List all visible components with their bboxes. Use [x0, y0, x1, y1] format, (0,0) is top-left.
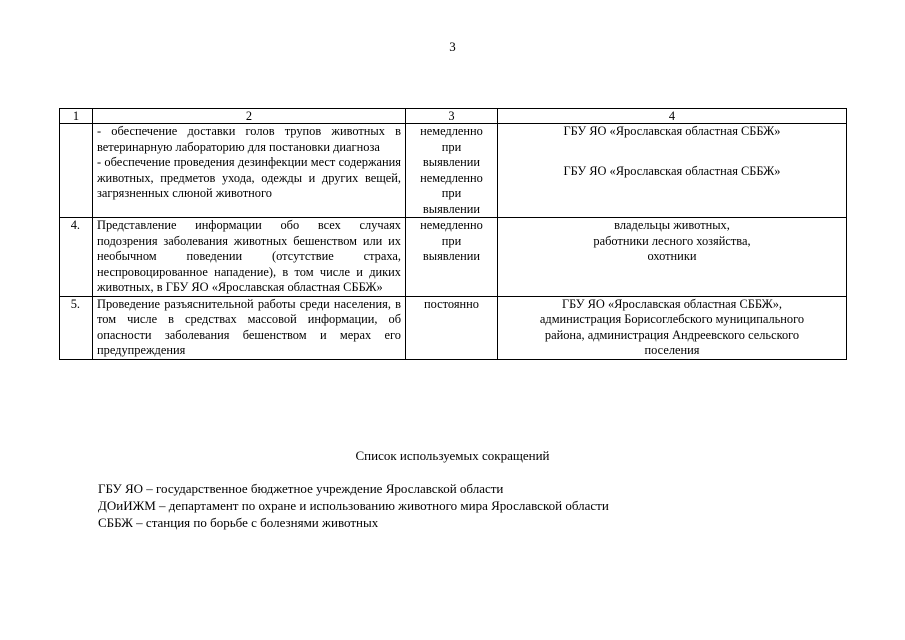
abbreviations-title: Список используемых сокращений — [355, 448, 550, 463]
responsible-delivery: ГБУ ЯО «Ярославская областная СББЖ» — [563, 124, 781, 138]
timing-text: выявлении — [422, 249, 481, 263]
timing-text: при — [441, 186, 462, 200]
responsible-disinfection: ГБУ ЯО «Ярославская областная СББЖ» — [563, 163, 781, 178]
timing-cell — [406, 296, 498, 359]
measures-table — [59, 108, 847, 360]
timing-text: при — [441, 233, 462, 248]
abbreviation-item: ДОиИЖМ – департамент по охране и использованию животного мира Ярославской области — [98, 498, 609, 513]
spacer — [502, 140, 842, 164]
responsible-text: администрация Борисоглебского муниципального — [539, 312, 805, 326]
responsible-text: работники лесного хозяйства, — [593, 233, 751, 248]
header-col-3: 3 — [406, 109, 498, 124]
timing-text: выявлении — [422, 155, 481, 169]
activity-delivery: - обеспечение доставки голов трупов животных в ветеринарную лабораторию для постановки диагноза — [97, 124, 401, 154]
responsible-text: поселения — [644, 343, 700, 357]
page-number: 3 — [449, 39, 456, 54]
header-col-1: 1 — [60, 109, 93, 124]
table-header-row — [60, 109, 847, 124]
timing-disinfection — [410, 171, 493, 218]
timing-cell — [406, 124, 498, 218]
abbreviations-list — [98, 480, 858, 531]
row-number — [60, 124, 93, 218]
responsible-text: владельцы животных, — [614, 218, 730, 232]
table-row-4 — [60, 218, 847, 297]
responsible-text: района, администрация Андреевского сельского — [544, 327, 800, 342]
table-row-5 — [60, 296, 847, 359]
timing-text: при — [441, 139, 462, 154]
responsible-text: охотники — [647, 249, 697, 263]
activity-cell — [93, 124, 406, 218]
header-col-2: 2 — [93, 109, 406, 124]
responsible-text: ГБУ ЯО «Ярославская областная СББЖ», — [561, 296, 783, 311]
activity-cell — [93, 218, 406, 297]
row-number: 4. — [60, 218, 93, 297]
abbreviation-item: ГБУ ЯО – государственное бюджетное учреждение Ярославской области — [98, 481, 504, 496]
activity-report: Представление информации обо всех случаях подозрения заболевания животных бешенством или их необычном поведении (отсутствие страха, неспровоцированное нападение), в том числе и диких животных, в ГБУ ЯО «Ярославская областная СББЖ» — [97, 218, 401, 294]
timing-text: немедленно — [420, 170, 483, 185]
header-col-4: 4 — [498, 109, 847, 124]
timing-delivery — [410, 124, 493, 171]
activity-outreach: Проведение разъяснительной работы среди населения, в том числе в средствах массовой информации, об опасности заболевания бешенством и мерах его предупреждения — [97, 296, 401, 357]
table-row-continued — [60, 124, 847, 218]
responsible-cell — [498, 296, 847, 359]
activity-disinfection: - обеспечение проведения дезинфекции мест содержания животных, предметов ухода, одежды и других вещей, загрязненных слюной животного — [97, 155, 401, 200]
responsible-cell — [498, 218, 847, 297]
timing-cell — [406, 218, 498, 297]
activity-cell — [93, 296, 406, 359]
abbreviation-item: СББЖ – станция по борьбе с болезнями животных — [98, 515, 379, 530]
timing-text: немедленно — [420, 124, 483, 138]
timing-text: выявлении — [422, 201, 481, 216]
row-number: 5. — [60, 296, 93, 359]
timing-text: немедленно — [420, 218, 483, 232]
timing-text: постоянно — [423, 296, 479, 311]
responsible-cell — [498, 124, 847, 218]
